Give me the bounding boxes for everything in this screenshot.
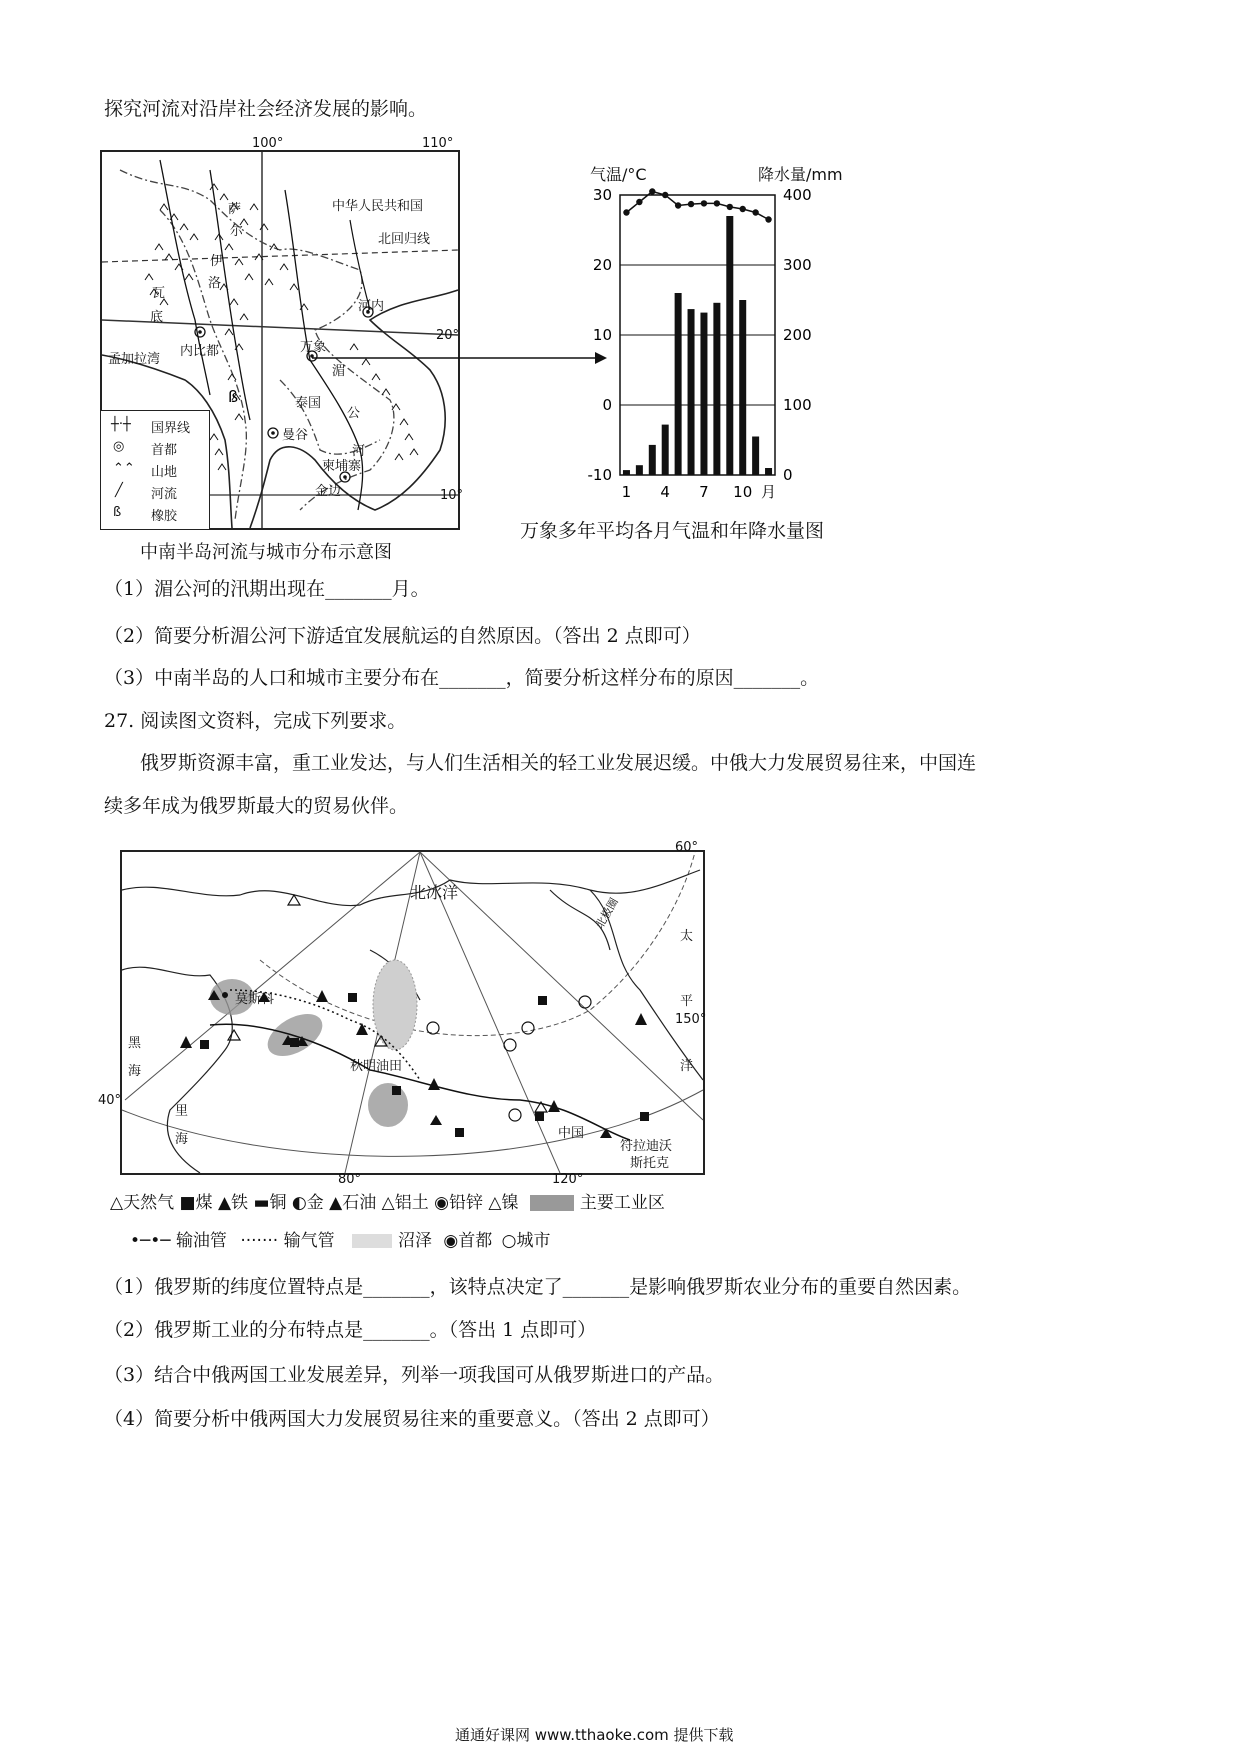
label-vladivostok-1: 符拉迪沃 [620,1139,673,1154]
mountain-icon: ⌃⌃ [113,461,135,476]
precip-bar [662,425,669,475]
label-salween-2: 尔 [230,224,244,239]
temperature-point [765,216,771,222]
map2-lon-60: 60° [675,840,699,855]
right-tick-label: 100 [783,396,812,414]
legend-coal-label: 煤 [195,1193,213,1213]
intro-line: 探究河流对沿岸社会经济发展的影响。 [104,98,428,120]
q26-1: （1）湄公河的汛期出现在_______月。 [104,578,430,600]
lon-100-label: 100° [252,136,284,151]
swamp-icon [352,1234,392,1248]
right-tick-label: 400 [783,186,812,204]
temperature-point [714,200,720,206]
map2-lat-40: 40° [98,1093,122,1108]
label-thailand: 泰国 [295,396,322,411]
left-tick-label: 0 [602,396,612,414]
coal-icon: ■ [179,1193,196,1213]
temperature-point [636,199,642,205]
temperature-point [701,200,707,206]
swamp-area [373,960,417,1050]
label-pacific-3: 洋 [680,1059,694,1074]
legend-oil-label: 石油 [342,1193,377,1213]
oil-pipeline-icon: •─•─ [130,1231,171,1251]
border-icon: ┼·┼ [111,417,131,432]
moscow-capital-dot [222,992,228,998]
lat-10-label: 10° [440,488,464,503]
label-phnompenh: 金边 [315,484,342,499]
indochina-map [100,136,464,530]
precip-bar [636,465,643,475]
legend-gas-label: 天然气 [123,1193,175,1213]
legend-swamp-label: 沼泽 [397,1231,432,1251]
right-tick-label: 0 [783,466,793,484]
temperature-point [727,204,733,210]
legend-oilpipe-label: 输油管 [175,1231,227,1251]
label-china: 中华人民共和国 [332,199,424,214]
label-caspian-1: 里 [175,1104,189,1119]
gold-icon: ◐ [291,1193,307,1213]
x-tick-label: 1 [621,483,632,501]
nickel-icon: △ [488,1193,502,1213]
climate-chart [520,150,900,570]
temperature-point [662,192,668,198]
chart-title: 万象多年平均各月气温和年降水量图 [520,520,825,542]
russia-map [98,840,707,1187]
svg-text:ß: ß [228,387,239,406]
label-tropic: 北回归线 [378,232,431,247]
temperature-point [623,209,629,215]
precip-bar [739,300,746,475]
legend-city-label: 城市 [516,1231,551,1251]
bauxite-icon: △ [381,1193,395,1213]
label-black-sea-1: 黑 [128,1036,142,1051]
x-tick-label: 月 [761,483,777,501]
gas-pipeline-icon: ······· [240,1231,279,1251]
gas-icon: △ [110,1193,124,1213]
river-icon: ╱ [115,483,123,498]
legend-row-1 [110,1188,665,1213]
label-irrawaddy-4: 底 [150,310,164,325]
capital-dot-icon: ◉ [443,1231,459,1251]
right-tick-label: 200 [783,326,812,344]
legend-capital2-label: 首都 [458,1231,493,1251]
industrial-zone-siberia [368,1083,408,1127]
legend-border-label: 国界线 [151,421,191,436]
map2-lon-120: 120° [552,1172,584,1187]
legend-gold-label: 金 [306,1193,324,1213]
capital-icon: ◎ [113,439,125,454]
copper-icon: ▬ [253,1193,270,1213]
precip-bar [649,445,656,475]
label-tyumen: 秋明油田 [350,1059,403,1074]
q26-3: （3）中南半岛的人口和城市主要分布在_______，简要分析这样分布的原因_______。 [104,667,820,689]
q27-3: （3）结合中俄两国工业发展差异，列举一项我国可从俄罗斯进口的产品。 [104,1364,725,1386]
precip-bar [700,313,707,475]
q27-4: （4）简要分析中俄两国大力发展贸易往来的重要意义。（答出 2 点即可） [104,1408,720,1430]
label-pacific-2: 平 [680,994,694,1009]
label-mekong-2: 公 [347,406,361,421]
temperature-point [752,209,758,215]
label-cambodia: 柬埔寨 [322,459,362,474]
legend-bauxite-label: 铝土 [394,1193,429,1213]
label-mekong-3: 河 [352,444,366,459]
chart-plot [560,180,900,540]
left-tick-label: 10 [592,326,612,344]
legend-rubber-label: 橡胶 [151,509,178,524]
legend-row-2 [130,1226,550,1251]
precip-bar [675,293,682,475]
label-china-map2: 中国 [558,1126,585,1141]
chart-ylabel-right: 降水量/mm [758,165,843,184]
q27-1: （1）俄罗斯的纬度位置特点是_______，该特点决定了_______是影响俄罗斯农业分布的重要自然因素。 [104,1276,972,1298]
precip-bar [623,470,630,475]
label-salween-1: 萨 [228,202,242,217]
label-irrawaddy-1: 伊 [210,254,224,269]
label-arctic-circle: 北极圈 [593,895,621,931]
legend-capital-label: 首都 [151,443,178,458]
footer-text: 通通好课网 www.tthaoke.com 提供下载 [455,1726,734,1744]
legend-copper-label: 铜 [269,1193,287,1213]
map1-legend [100,410,210,530]
label-mekong-1: 湄 [332,364,346,379]
label-bangkok: 曼谷 [282,428,309,443]
legend-nickel-label: 镍 [501,1193,519,1213]
precip-bar [726,216,733,475]
label-caspian-2: 海 [175,1132,189,1147]
label-irrawaddy-3: 瓦 [152,286,166,301]
q27-2: （2）俄罗斯工业的分布特点是_______。（答出 1 点即可） [104,1319,597,1341]
lat-20-label: 20° [436,328,460,343]
rubber-icon: ß [113,505,122,520]
label-vladivostok-2: 斯托克 [630,1156,670,1171]
legend-river-label: 河流 [151,487,178,502]
temperature-point [688,201,694,207]
label-hanoi: 河内 [358,299,385,314]
label-arctic-ocean: 北冰洋 [410,883,459,902]
right-tick-label: 300 [783,256,812,274]
label-bay-of-bengal: 孟加拉湾 [108,352,161,367]
precip-bar [752,437,759,476]
temperature-point [649,188,655,194]
precip-bar [713,303,720,475]
iron-icon: ▲ [217,1193,232,1213]
lead-zinc-icon: ◉ [434,1193,449,1213]
map2-lon-80: 80° [338,1172,362,1187]
map2-legend [110,1188,730,1258]
city-icon: ○ [501,1231,517,1251]
q26-2: （2）简要分析湄公河下游适宜发展航运的自然原因。（答出 2 点即可） [104,625,701,647]
q27-title: 27. 阅读图文资料，完成下列要求。 [104,710,407,732]
q27-para1: 俄罗斯资源丰富，重工业发达，与人们生活相关的轻工业发展迟缓。中俄大力发展贸易往来，中国连 [140,752,977,774]
legend-industrial-label: 主要工业区 [579,1193,665,1213]
label-irrawaddy-2: 洛 [208,276,222,291]
precip-bar [688,309,695,475]
legend-leadzinc-label: 铅锌 [448,1193,483,1213]
left-tick-label: 20 [592,256,612,274]
x-tick-label: 7 [699,483,709,501]
precip-bar [765,468,772,475]
legend-gaspipe-label: 输气管 [283,1231,335,1251]
temperature-point [675,202,681,208]
map2-lon-150: 150° [675,1012,707,1027]
lon-110-label: 110° [422,136,454,151]
map1-caption: 中南半岛河流与城市分布示意图 [140,542,392,563]
left-tick-label: 30 [592,186,612,204]
left-tick-label: -10 [587,466,612,484]
legend-mountain-label: 山地 [151,465,178,480]
label-pacific-1: 太 [680,929,694,944]
label-vientiane: 万象 [300,340,327,355]
chart-ylabel-left: 气温/°C [590,165,647,184]
oil-icon: ▲ [329,1193,343,1213]
x-tick-label: 4 [660,483,670,501]
industrial-zone-icon [530,1195,574,1211]
temperature-point [740,206,746,212]
q27-para2: 续多年成为俄罗斯最大的贸易伙伴。 [104,795,409,817]
x-tick-label: 10 [733,483,753,501]
label-naypyidaw: 内比都 [180,344,220,359]
label-moscow: 莫斯科 [235,992,275,1007]
legend-iron-label: 铁 [231,1193,249,1213]
label-black-sea-2: 海 [128,1064,142,1079]
